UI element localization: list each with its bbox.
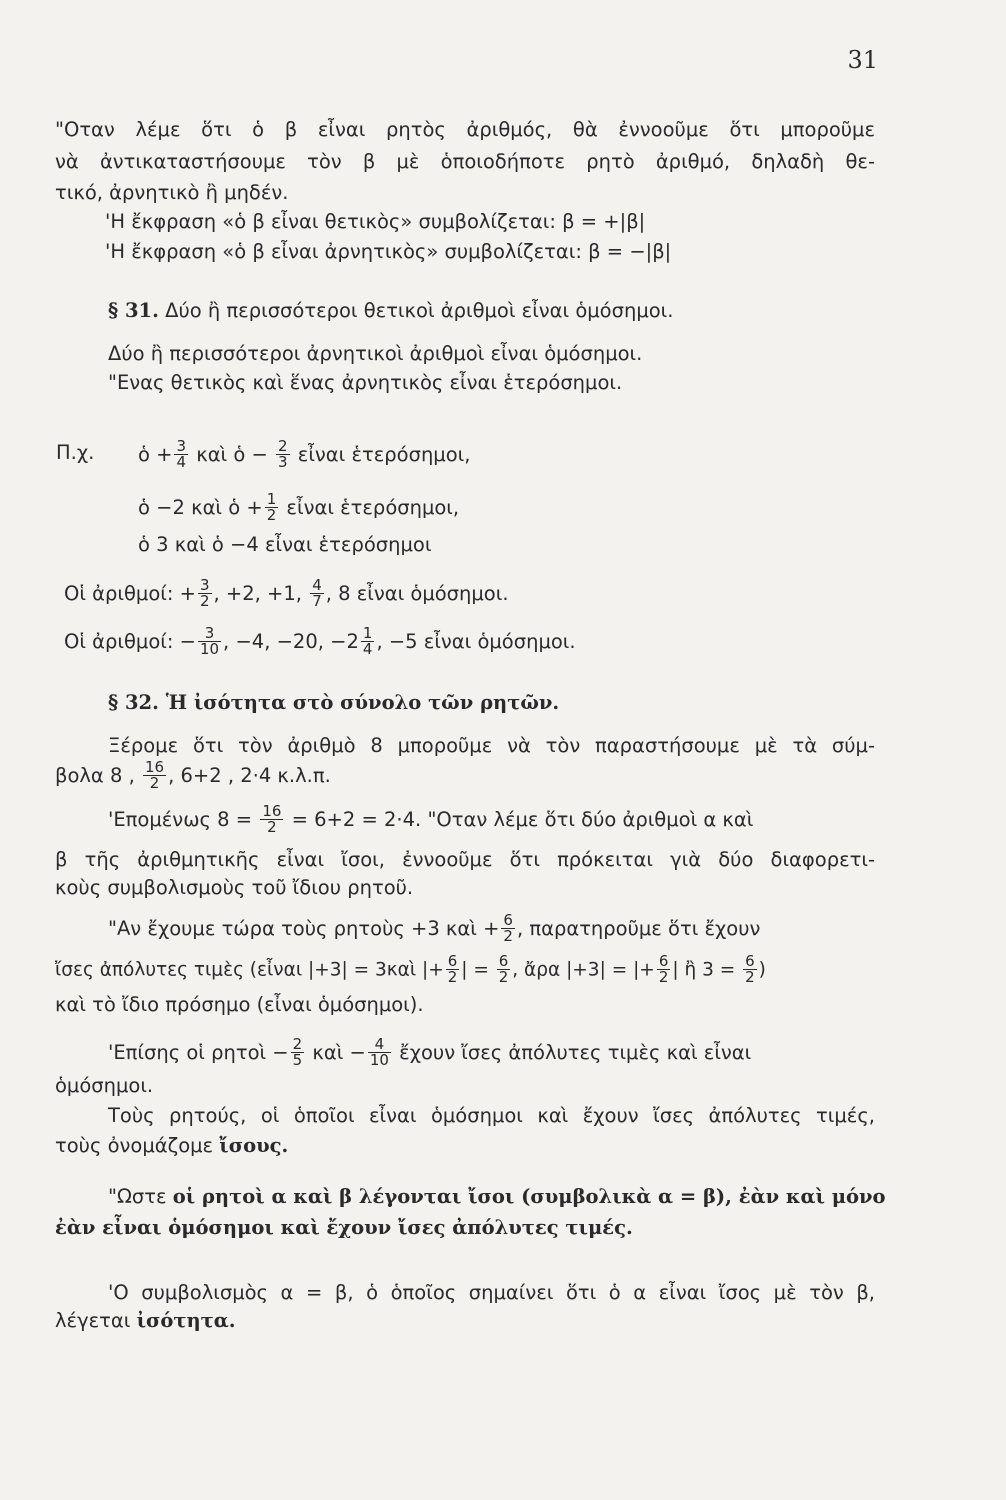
paragraph-line: 'Επίσης οἱ ρητοὶ − $\frac{2}{5}$ καὶ − $\frac{4}{10}$ ἔχουν ἴσες ἀπόλυτες τιμὲς καὶ εἶναι — [108, 1035, 752, 1069]
paragraph-line: Δύο ἢ περισσότεροι ἀρνητικοὶ ἀριθμοὶ εἶναι ὁμόσημοι. — [108, 342, 643, 365]
section-31-text: Δύο ἢ περισσότεροι θετικοὶ ἀριθμοὶ εἶναι ὁμόσημοι. — [165, 299, 674, 322]
fraction: $\frac{1}{4}$ — [362, 624, 373, 658]
fraction: $\frac{6}{2}$ — [503, 911, 513, 945]
fraction: $\frac{16}{2}$ — [144, 758, 165, 792]
paragraph-line: β τῆς ἀριθμητικῆς εἶναι ἴσοι, ἐννοοῦμε ὅτι πρόκειται γιὰ δύο διαφορετι- — [55, 848, 875, 871]
paragraph-line: Τοὺς ρητούς, οἱ ὁποῖοι εἶναι ὁμόσημοι καὶ ἔχουν ἴσες ἀπόλυτες τιμές, — [108, 1104, 875, 1127]
paragraph-line: κοὺς συμβολισμοὺς τοῦ ἴδιου ρητοῦ. — [55, 876, 414, 899]
example-line-1: ὁ + $\frac{3}{4}$ καὶ ὁ − $\frac{2}{3}$ εἶναι ἑτερόσημοι, — [138, 437, 471, 471]
paragraph-line: 'Ο συμβολισμὸς α = β, ὁ ὁποῖος σημαίνει ὅτι ὁ α εἶναι ἴσος μὲ τὸν β, — [108, 1281, 875, 1304]
paragraph-line: "Αν ἔχουμε τώρα τοὺς ρητοὺς +3 καὶ + $\frac{6}{2}$ , παρατηροῦμε ὅτι ἔχουν — [108, 911, 761, 945]
example-line-2: ὁ −2 καὶ ὁ + $\frac{1}{2}$ εἶναι ἑτερόσημοι, — [138, 490, 460, 524]
section-32-heading: § 32. Ἡ ἰσότητα στὸ σύνολο τῶν ρητῶν. — [108, 691, 560, 714]
paragraph-line: Ξέρομε ὅτι τὸν ἀριθμὸ 8 μποροῦμε νὰ τὸν παραστήσουμε μὲ τὰ σύμ- — [108, 734, 875, 757]
fraction: $\frac{4}{7}$ — [312, 576, 322, 610]
paragraph-line: "Οταν λέμε ὅτι ὁ β εἶναι ρητὸς ἀριθμός, θὰ ἐννοοῦμε ὅτι μποροῦμε — [55, 118, 875, 141]
example-line-5: Οἱ ἀριθμοί: − $\frac{3}{10}$ , −4, −20, −2 $\frac{1}{4}$ , −5 εἶναι ὁμόσημοι. — [64, 624, 576, 658]
fraction: $\frac{6}{2}$ — [498, 952, 509, 986]
fraction: $\frac{3}{2}$ — [199, 576, 210, 610]
example-line-3: ὁ 3 καὶ ὁ −4 εἶναι ἑτερόσημοι — [138, 533, 432, 556]
bold-term-isous: ἴσους. — [219, 1134, 289, 1157]
fraction: $\frac{1}{2}$ — [266, 490, 277, 524]
example-line-4: Οἱ ἀριθμοί: + $\frac{3}{2}$ , +2, +1, $\frac{4}{7}$ , 8 εἶναι ὁμόσημοι. — [64, 576, 509, 610]
fraction: $\frac{2}{5}$ — [292, 1035, 303, 1069]
definition-line: "Ωστε οἱ ρητοὶ α καὶ β λέγονται ἴσοι (συμβολικὰ α = β), ἐὰν καὶ μόνο — [108, 1185, 886, 1208]
paragraph-line: "Ενας θετικὸς καὶ ἕνας ἀρνητικὸς εἶναι ἑτερόσημοι. — [108, 371, 623, 394]
paragraph-line: καὶ τὸ ἴδιο πρόσημο (εἶναι ὁμόσημοι). — [55, 993, 424, 1016]
definition-line: ἐὰν εἶναι ὁμόσημοι καὶ ἔχουν ἴσες ἀπόλυτες τιμές. — [55, 1216, 633, 1239]
paragraph-line: νὰ ἀντικαταστήσουμε τὸν β μὲ ὁποιοδήποτε ρητὸ ἀριθμό, δηλαδὴ θε- — [55, 150, 875, 173]
page-number: 31 — [847, 46, 878, 74]
paragraph-line: 'Η ἔκφραση «ὁ β εἶναι ἀρνητικὸς» συμβολίζεται: β = −|β| — [105, 240, 672, 263]
paragraph-line: ἴσες ἀπόλυτες τιμὲς (εἶναι |+3| = 3καὶ |+ $\frac{6}{2}$ | = $\frac{6}{2}$ , ἄρα |+3| = |+ $\frac{6}{2}$ | ἢ 3 = $\frac{6}{2}$ ) — [55, 952, 766, 986]
paragraph-line: τικό, ἀρνητικὸ ἢ μηδέν. — [55, 181, 289, 204]
fraction: $\frac{6}{2}$ — [658, 952, 669, 986]
fraction: $\frac{6}{2}$ — [745, 952, 755, 986]
bold-term-isotita: ἰσότητα. — [136, 1309, 236, 1332]
fraction: $\frac{4}{10}$ — [369, 1035, 389, 1069]
paragraph-line: τοὺς ὀνομάζομε ἴσους. — [55, 1134, 289, 1157]
fraction: $\frac{3}{10}$ — [199, 624, 220, 658]
fraction: $\frac{3}{4}$ — [176, 437, 187, 471]
example-label: Π.χ. — [56, 441, 95, 464]
fraction: $\frac{6}{2}$ — [447, 952, 458, 986]
section-31-line — [108, 298, 928, 324]
fraction: $\frac{16}{2}$ — [262, 802, 282, 836]
paragraph-line: ὁμόσημοι. — [55, 1074, 154, 1097]
paragraph-line: 'Επομένως 8 = $\frac{16}{2}$ = 6+2 = 2·4. "Οταν λέμε ὅτι δύο ἀριθμοὶ α καὶ — [108, 802, 754, 836]
fraction: $\frac{2}{3}$ — [278, 437, 288, 471]
paragraph-line: λέγεται ἰσότητα. — [55, 1309, 236, 1332]
paragraph-line: 'Η ἔκφραση «ὁ β εἶναι θετικὸς» συμβολίζεται: β = +|β| — [105, 210, 646, 233]
paragraph-line: βολα 8 , $\frac{16}{2}$ , 6+2 , 2·4 κ.λ.π. — [55, 758, 331, 792]
section-31-mark: § 31. — [108, 299, 159, 322]
